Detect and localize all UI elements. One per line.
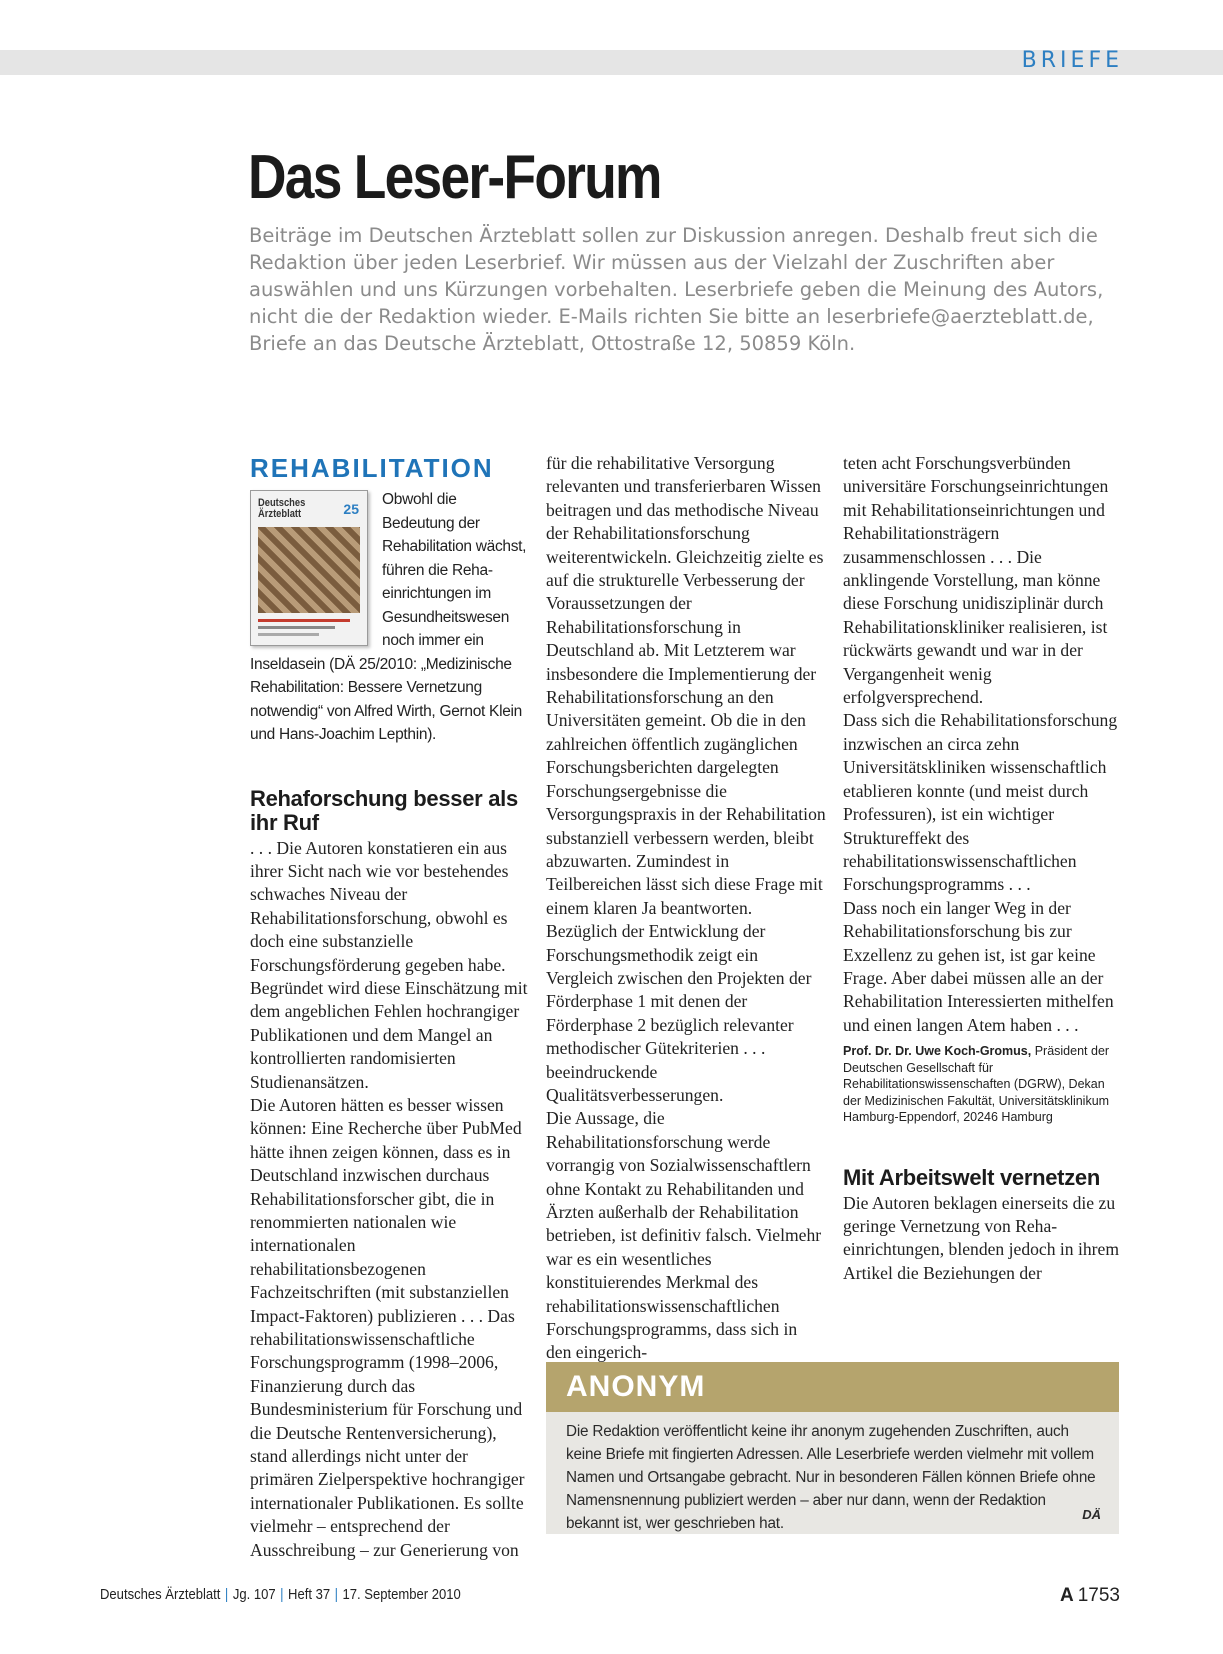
cover-text-lines xyxy=(258,619,360,640)
anonym-box-signature: DÄ xyxy=(1082,1507,1101,1522)
footer-volume: Jg. 107 xyxy=(232,1587,276,1603)
page-number-value: 1753 xyxy=(1077,1585,1120,1606)
cover-issue-number: 25 xyxy=(343,501,359,517)
anonym-box-title: ANONYM xyxy=(546,1362,1119,1412)
anonym-box-text: Die Redaktion veröffentlicht keine ihr anonym zugehenden Zuschriften, auch keine Briefe mit fingierten Adressen. Alle Leserbriefe werden vielmehr mit vollem Namen und Ortsangabe gebracht. Nur in besonderen Fällen können Briefe ohne Namensnennung publiziert werden – aber nur dann, wenn der Redaktion bekannt ist, wer geschrieben hat. xyxy=(566,1423,1096,1532)
column-1 xyxy=(250,452,530,1562)
footer-citation xyxy=(100,1587,461,1603)
section-label: BRIEFE xyxy=(1021,48,1123,73)
page-prefix: A xyxy=(1059,1585,1074,1606)
footer-separator: | xyxy=(334,1587,339,1603)
page-footer xyxy=(100,1585,1120,1609)
page-title: Das Leser-Forum xyxy=(248,143,661,212)
letter-1-headline: Rehaforschung besser als ihr Ruf xyxy=(250,785,518,835)
teaser-text: Obwohl die Bedeutung der Rehabilitation wächst, führen die Rehaeinrichtungen im Gesundheitswesen noch immer ein Inseldasein (DÄ 25/2010: „Medizinische Rehabilitation: Bessere Vernetzung notwendig“ von Alfred Wirth, Gernot Klein und Hans-Joachim Lepthin). xyxy=(250,491,527,743)
letter-1-signature xyxy=(843,1043,1123,1126)
footer-date: 17. September 2010 xyxy=(342,1587,461,1603)
column-3 xyxy=(843,452,1123,1285)
page-number xyxy=(1060,1585,1120,1607)
footer-separator: | xyxy=(280,1587,284,1603)
cover-brand: Deutsches Ärzteblatt xyxy=(258,497,306,520)
letter-1-paragraph: Die Aussage, die Rehabilitationsforschung werde vorrangig von Sozialwissenschaftlern ohne Kontakt zu Rehabilitanden und Ärzten außerhalb der Rehabilitation betrieben, ist definitiv falsch. Vielmehr war es ein wesentliches konstituierendes Merkmal des rehabilitationswissenschaftlichen Forschungsprogramms, dass sich in den eingerich- xyxy=(546,1108,822,1363)
anonym-info-box xyxy=(546,1362,1119,1534)
column-2 xyxy=(546,452,826,1365)
letter-1-paragraph: teten acht Forschungsverbünden universitäre Forschungseinrichtungen mit Rehabilitationseinrichtungen und Rehabilitationsträgern zusammenschlossen . . . Die anklingende Vorstellung, man könne diese Forschung unidisziplinär durch Rehabilitationskliniker realisieren, ist rückwärts gewandt und war in der Vergangenheit wenig erfolgversprechend. xyxy=(843,453,1109,708)
footer-issue: Heft 37 xyxy=(288,1587,331,1603)
magazine-cover-image xyxy=(250,490,368,646)
topic-label: REHABILITATION xyxy=(250,453,494,483)
footer-separator: | xyxy=(224,1587,229,1603)
letter-1-paragraph: Dass sich die Rehabilitationsforschung inzwischen an circa zehn Universitätskliniken wissenschaftlich etablieren konnte (und meist durch Professuren), ist ein wichtiger Struktureffekt des rehabilitationswissenschaftlichen Forschungsprogramms . . . xyxy=(843,710,1118,895)
letter-2-paragraph: Die Autoren beklagen einerseits die zu geringe Vernetzung von Rehaeinrichtungen, blenden jedoch in ihrem Artikel die Beziehungen der xyxy=(843,1192,1120,1283)
letter-1-paragraph: Dass noch ein langer Weg in der Rehabilitationsforschung bis zur Exzellenz zu gehen ist, ist gar keine Frage. Aber dabei müssen alle an der Rehabilitation Interessierten mithelfen und einen langen Atem haben . . . xyxy=(843,897,1114,1035)
signature-author: Prof. Dr. Dr. Uwe Koch-Gromus, xyxy=(843,1044,1032,1059)
cover-photo xyxy=(258,527,360,613)
letter-2-headline: Mit Arbeitswelt vernetzen xyxy=(843,1164,1100,1190)
letter-1-paragraph: Die Autoren hätten es besser wissen können: Eine Recherche über PubMed hätte ihnen zeigen können, dass es in Deutschland inzwischen durchaus Rehabilitationsforscher gibt, die in renommierten nationalen wie internationalen rehabilitationsbezogenen Fachzeitschriften (mit substanziellen Impact-Faktoren) publizieren . . . Das rehabilitationswissenschaftliche Forschungsprogramm (1998–2006, Finanzierung durch das Bundesministerium für Forschung und die Deutsche Rentenversicherung), stand allerdings nicht unter der primären Zielperspektive hochrangiger internationaler Publikationen. Es sollte vielmehr – entsprechend der Ausschreibung – zur Generierung von xyxy=(250,1094,525,1560)
footer-journal: Deutsches Ärzteblatt xyxy=(100,1587,221,1603)
signature-affiliation: Präsident der Deutschen Gesellschaft für Rehabilitationswissenschaften (DGRW), Dekan der Medizinischen Fakultät, Universitätsklinikum Hamburg-Eppendorf, 20246 Hamburg xyxy=(843,1044,1110,1125)
intro-text: Beiträge im Deutschen Ärzteblatt sollen zur Diskussion anregen. Deshalb freut sich die Redaktion über jeden Leserbrief. Wir müssen aus der Vielzahl der Zuschriften aber auswählen und uns Kürzungen vorbehalten. Leserbriefe geben die Meinung des Autors, nicht die der Redaktion wieder. E-Mails richten Sie bitte an leserbriefe@aerzteblatt.de, Briefe an das Deutsche Ärzteblatt, Ottostraße 12, 50859 Köln. xyxy=(249,224,1104,355)
letter-1-paragraph: für die rehabilitative Versorgung relevanten und transferierbaren Wissen beitragen und das methodische Niveau der Rehabilitationsforschung weiterentwickeln. Gleichzeitig zielte es auf die strukturelle Verbesserung der Voraussetzungen der Rehabilitationsforschung in Deutschland ab. Mit Letzterem war insbesondere die Implementierung der Rehabilitationsforschung an den Universitäten gemeint. Ob die in den zahlreichen öffentlich zugänglichen Forschungsberichten dargelegten Forschungsergebnisse die Versorgungspraxis in der Rehabilitation substanziell verbessern werden, bleibt abzuwarten. Zumindest in Teilbereichen lässt sich diese Frage mit einem klaren Ja beantworten. Bezüglich der Entwicklung der Forschungsmethodik zeigt ein Vergleich zwischen den Projekten der Förderphase 1 mit denen der Förderphase 2 bezüglich relevanter methodischer Gütekriterien . . . beeindruckende Qualitätsverbesserungen. xyxy=(546,453,826,1105)
letter-1-paragraph: . . . Die Autoren konstatieren ein aus ihrer Sicht nach wie vor bestehendes schwaches Niveau der Rehabilitationsforschung, obwohl es doch eine substanzielle Forschungsförderung gegeben habe. Begründet wird diese Einschätzung mit dem angeblichen Fehlen hochrangiger Publikationen und dem Mangel an kontrollierten randomisierten Studienansätzen. xyxy=(250,837,528,1092)
